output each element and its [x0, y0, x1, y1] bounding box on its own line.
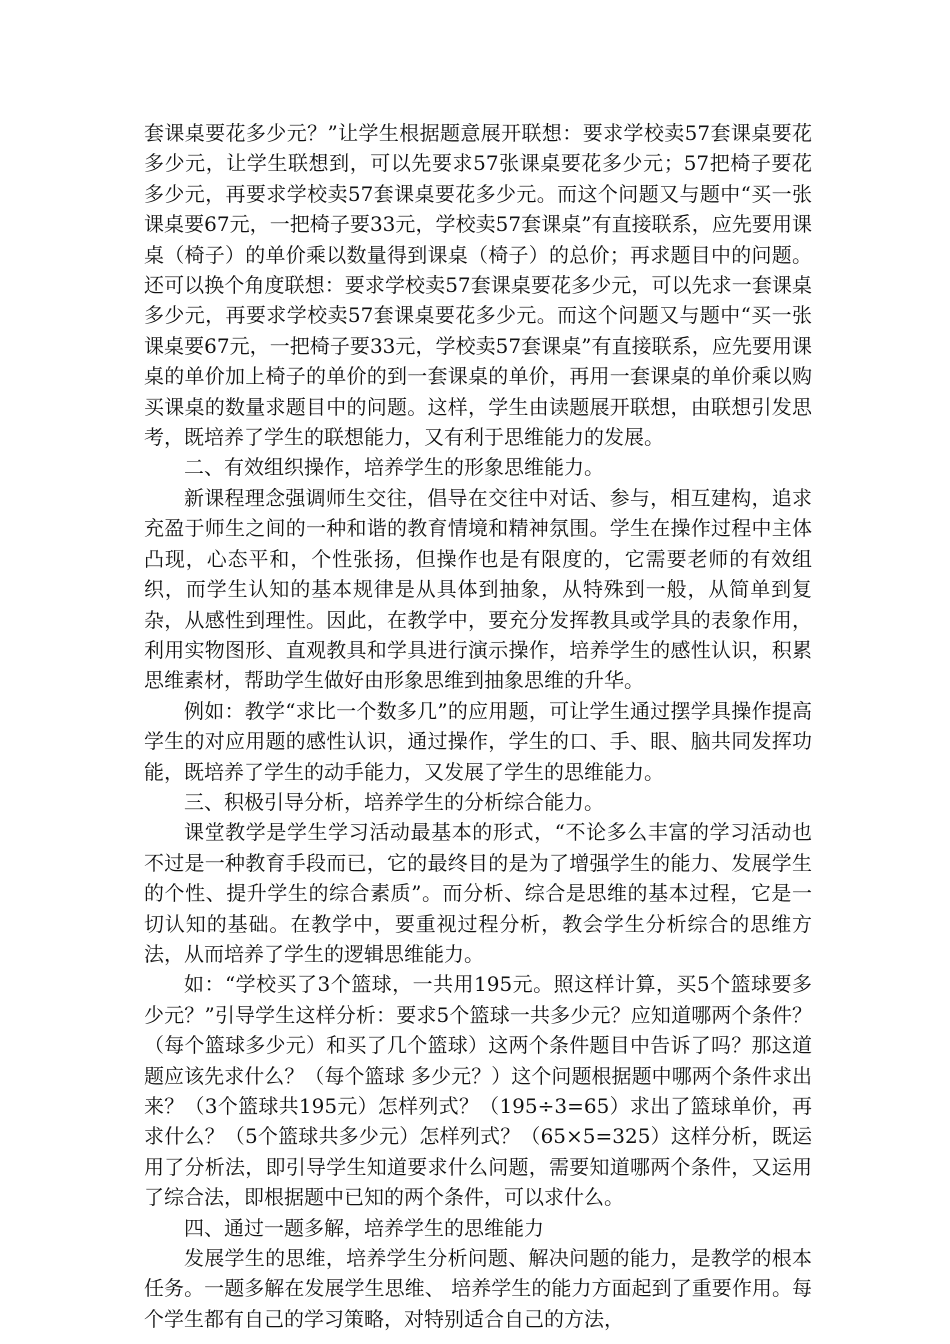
section-heading-4: 四、通过一题多解，培养学生的思维能力 — [184, 1215, 544, 1240]
paragraph-analysis: 课堂教学是学生学习活动最基本的形式，“不论多么丰富的学习活动也不过是一种教育手段而已，它的最终目的是为了增强学生的能力、发展学生的个性、提升学生的综合素质”。而分析、综合是思维的基本过程，它是一切认知的基础。在教学中，要重视过程分析，教会学生分析综合的思维方法，从而培养了学生的逻辑思维能力。 — [144, 820, 812, 966]
paragraph-example-1: 例如：教学“求比一个数多几”的应用题，可让学生通过摆学具操作提高学生的对应用题的感性认识，通过操作，学生的口、手、眼、脑共同发挥功能，既培养了学生的动手能力，又发展了学生的思维能力。 — [144, 698, 812, 784]
paragraph-multiple-solutions: 发展学生的思维，培养学生分析问题、解决问题的能力，是教学的根本任务。一题多解在发展学生思维、 培养学生的能力方面起到了重要作用。每个学生都有自己的学习策略，对特别适合自己的方法， — [144, 1246, 812, 1331]
paragraph-continuation: 套课桌要花多少元？”让学生根据题意展开联想：要求学校卖57套课桌要花多少元，让学生联想到，可以先要求57张课桌要花多少元；57把椅子要花多少元，再要求学校卖57套课桌要花多少元。而这个问题又与题中“买一张课桌要67元，一把椅子要33元，学校卖57套课桌”有直接联系，应先要用课桌（椅子）的单价乘以数量得到课桌（椅子）的总价；再求题目中的问题。还可以换个角度联想：要求学校卖57套课桌要花多少元，可以先求一套课桌多少元，再要求学校卖57套课桌要花多少元。而这个问题又与题中“买一张课桌要67元，一把椅子要33元，学校卖57套课桌”有直接联系，应先要用课桌的单价加上椅子的单价的到一套课桌的单价，再用一套课桌的单价乘以购买课桌的数量求题目中的问题。这样，学生由读题展开联想，由联想引发思考，既培养了学生的联想能力，又有利于思维能力的发展。 — [144, 121, 812, 450]
paragraph-example-2: 如：“学校买了3个篮球，一共用195元。照这样计算，买5个篮球要多少元？”引导学生这样分析：要求5个篮球一共多少元？应知道哪两个条件？（每个篮球多少元）和买了几个篮球）这两个条件题目中告诉了吗？那这道题应该先求什么？（每个篮球 多少元？）这个问题根据题中哪两个条件求出来？（3个篮球共195元）怎样列式？（195÷3=65）求出了篮球单价，再求什么？（5个篮球共多少元）怎样列式？（65×5=325）这样分析，既运用了分析法，即引导学生知道要求什么问题，需要知道哪两个条件，又运用了综合法，即根据题中已知的两个条件，可以求什么。 — [144, 972, 812, 1210]
paragraph-operation: 新课程理念强调师生交往，倡导在交往中对话、参与，相互建构，追求充盈于师生之间的一种和谐的教育情境和精神氛围。学生在操作过程中主体凸现，心态平和，个性张扬，但操作也是有限度的，它需要老师的有效组织，而学生认知的基本规律是从具体到抽象，从特殊到一般，从简单到复杂，从感性到理性。因此，在教学中，要充分发挥教具或学具的表象作用，利用实物图形、直观教具和学具进行演示操作，培养学生的感性认识，积累思维素材，帮助学生做好由形象思维到抽象思维的升华。 — [144, 485, 812, 693]
document-page — [144, 118, 812, 1334]
section-heading-3: 三、积极引导分析，培养学生的分析综合能力。 — [184, 789, 604, 814]
section-heading-2: 二、有效组织操作，培养学生的形象思维能力。 — [184, 455, 604, 480]
